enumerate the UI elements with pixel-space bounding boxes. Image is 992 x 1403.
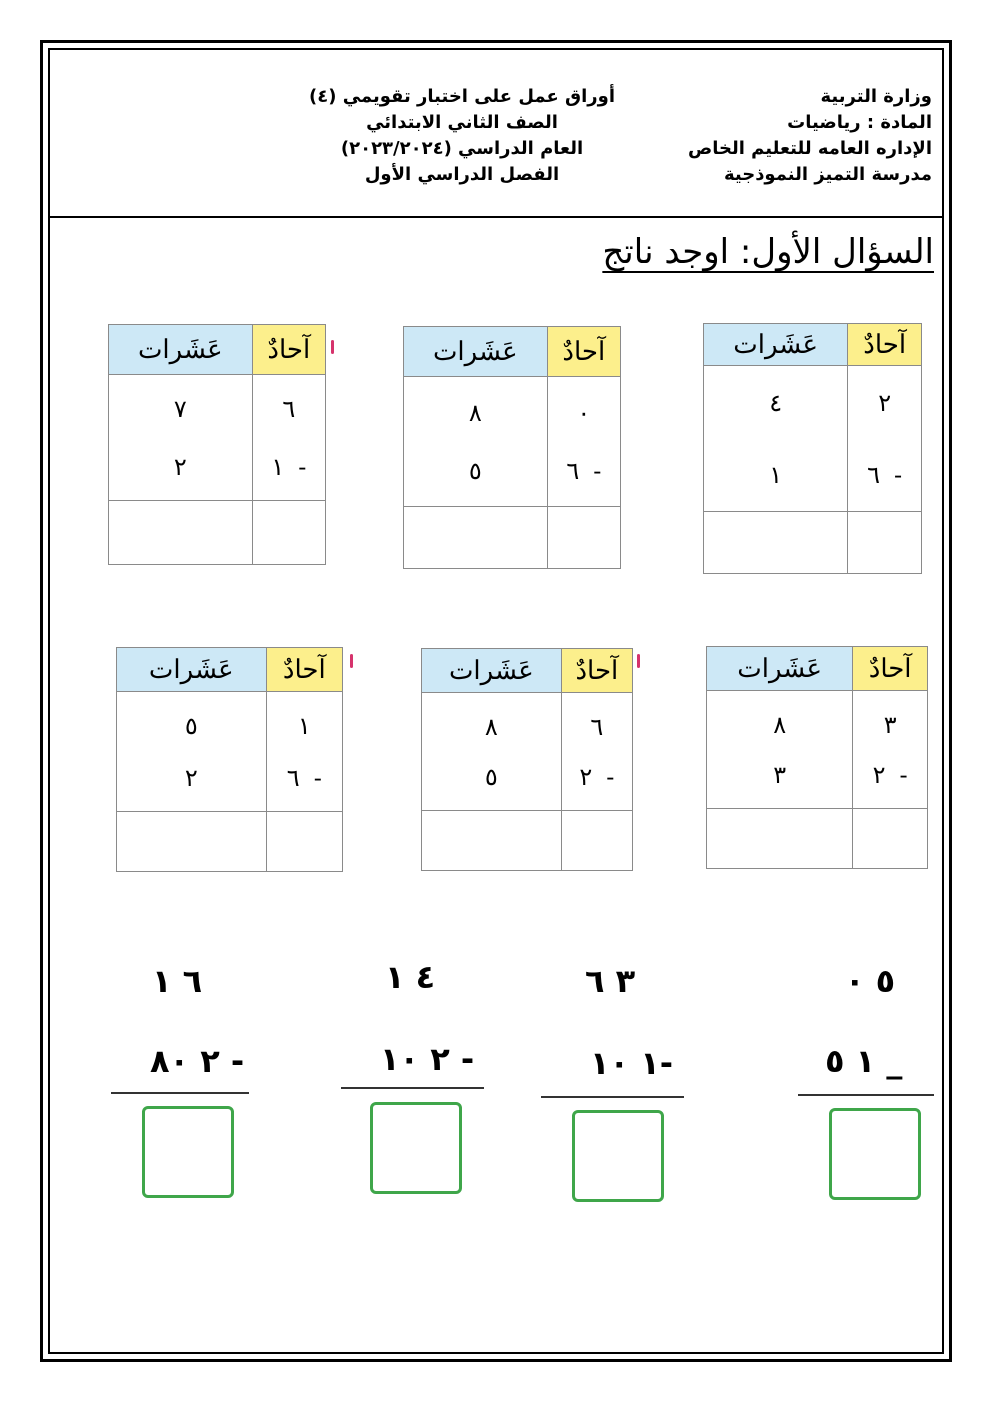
tens-header: عَشَرات [422,649,562,693]
tens-cell: ٨ ٣ [707,691,853,809]
tens-answer-cell[interactable] [422,811,562,871]
tens-answer-cell[interactable] [109,501,253,565]
academic-year-line: العام الدراسي (٢٠٢٣/٢٠٢٤) [340,138,584,159]
header-left-block [302,84,622,188]
ones-header: آحادٌ [561,649,632,693]
ones-cell: ٠ ٦ - [547,377,620,507]
ones-header: آحادٌ [848,324,922,366]
question-title: السؤال الأول: اوجد ناتج [602,232,934,272]
tens-header: عَشَرات [404,327,548,377]
tens-cell: ٥ ٢ [117,692,267,812]
problem-2-top: ٣ ٦ [585,962,636,1000]
tens-answer-cell[interactable] [704,512,848,574]
tens-header: عَشَرات [117,648,267,692]
grade-line: الصف الثاني الابتدائي [366,112,558,133]
tens-cell: ٨ ٥ [422,693,562,811]
place-value-table-2 [403,326,621,569]
problem-3-line [341,1087,484,1089]
subject-line: المادة : رياضيات [787,112,932,133]
place-value-table-3 [108,324,326,565]
ones-header: آحادٌ [547,327,620,377]
problem-4-answer-box[interactable] [142,1106,234,1198]
ones-answer-cell[interactable] [853,809,928,869]
problem-4-line [111,1092,249,1094]
tens-header: عَشَرات [707,647,853,691]
problem-1-top: ٥ ٠ [845,962,896,1000]
semester-line: الفصل الدراسي الأول [364,164,560,185]
header-right-block [688,84,932,188]
problem-2-bottom: ١ ١٠- [590,1044,674,1082]
problem-3-answer-box[interactable] [370,1102,462,1194]
tens-cell: ٤ ١ [704,366,848,512]
ones-answer-cell[interactable] [266,812,342,872]
ones-cell: ٣ ٢ - [853,691,928,809]
minus-sign: - [593,456,602,485]
decorative-tick [331,340,334,354]
ones-header: آحادٌ [252,325,325,375]
minus-sign: - [313,763,322,792]
problem-1-line [798,1094,934,1096]
school-name: مدرسة التميز النموذجية [723,164,932,185]
ones-answer-cell[interactable] [252,501,325,565]
ministry-name: وزارة التربية [820,86,932,107]
problem-1-bottom: ١ ٥ _ [825,1042,903,1080]
tens-answer-cell[interactable] [117,812,267,872]
problem-3-bottom: ٢ ١٠ - [380,1040,475,1078]
ones-answer-cell[interactable] [547,507,620,569]
ones-cell: ٦ ١ - [252,375,325,501]
ones-answer-cell[interactable] [848,512,922,574]
decorative-tick [350,654,353,668]
problem-2-line [541,1096,684,1098]
tens-answer-cell[interactable] [707,809,853,869]
problem-2-answer-box[interactable] [572,1110,664,1202]
header-divider [48,216,944,218]
worksheet-title: أوراق عمل على اختبار تقويمي (٤) [308,86,616,107]
tens-cell: ٧ ٢ [109,375,253,501]
problem-4-bottom: ٢ ٨٠ - [150,1042,245,1080]
place-value-table-1 [703,323,922,574]
tens-cell: ٨ ٥ [404,377,548,507]
tens-header: عَشَرات [109,325,253,375]
place-value-table-6 [116,647,343,872]
minus-sign: - [899,760,908,789]
ones-header: آحادٌ [266,648,342,692]
problem-4-top: ٦ ١ [152,962,203,1000]
administration-line: الإداره العامه للتعليم الخاص [688,138,932,159]
place-value-table-4 [706,646,928,869]
tens-header: عَشَرات [704,324,848,366]
ones-cell: ٦ ٢ - [561,693,632,811]
problem-3-top: ٤ ١ [385,958,436,996]
ones-answer-cell[interactable] [561,811,632,871]
place-value-table-5 [421,648,633,871]
minus-sign: - [894,460,903,489]
problem-1-answer-box[interactable] [829,1108,921,1200]
tens-answer-cell[interactable] [404,507,548,569]
minus-sign: - [606,762,615,791]
ones-cell: ١ ٦ - [266,692,342,812]
minus-sign: - [298,452,307,481]
decorative-tick [637,654,640,668]
ones-header: آحادٌ [853,647,928,691]
ones-cell: ٢ ٦ - [848,366,922,512]
